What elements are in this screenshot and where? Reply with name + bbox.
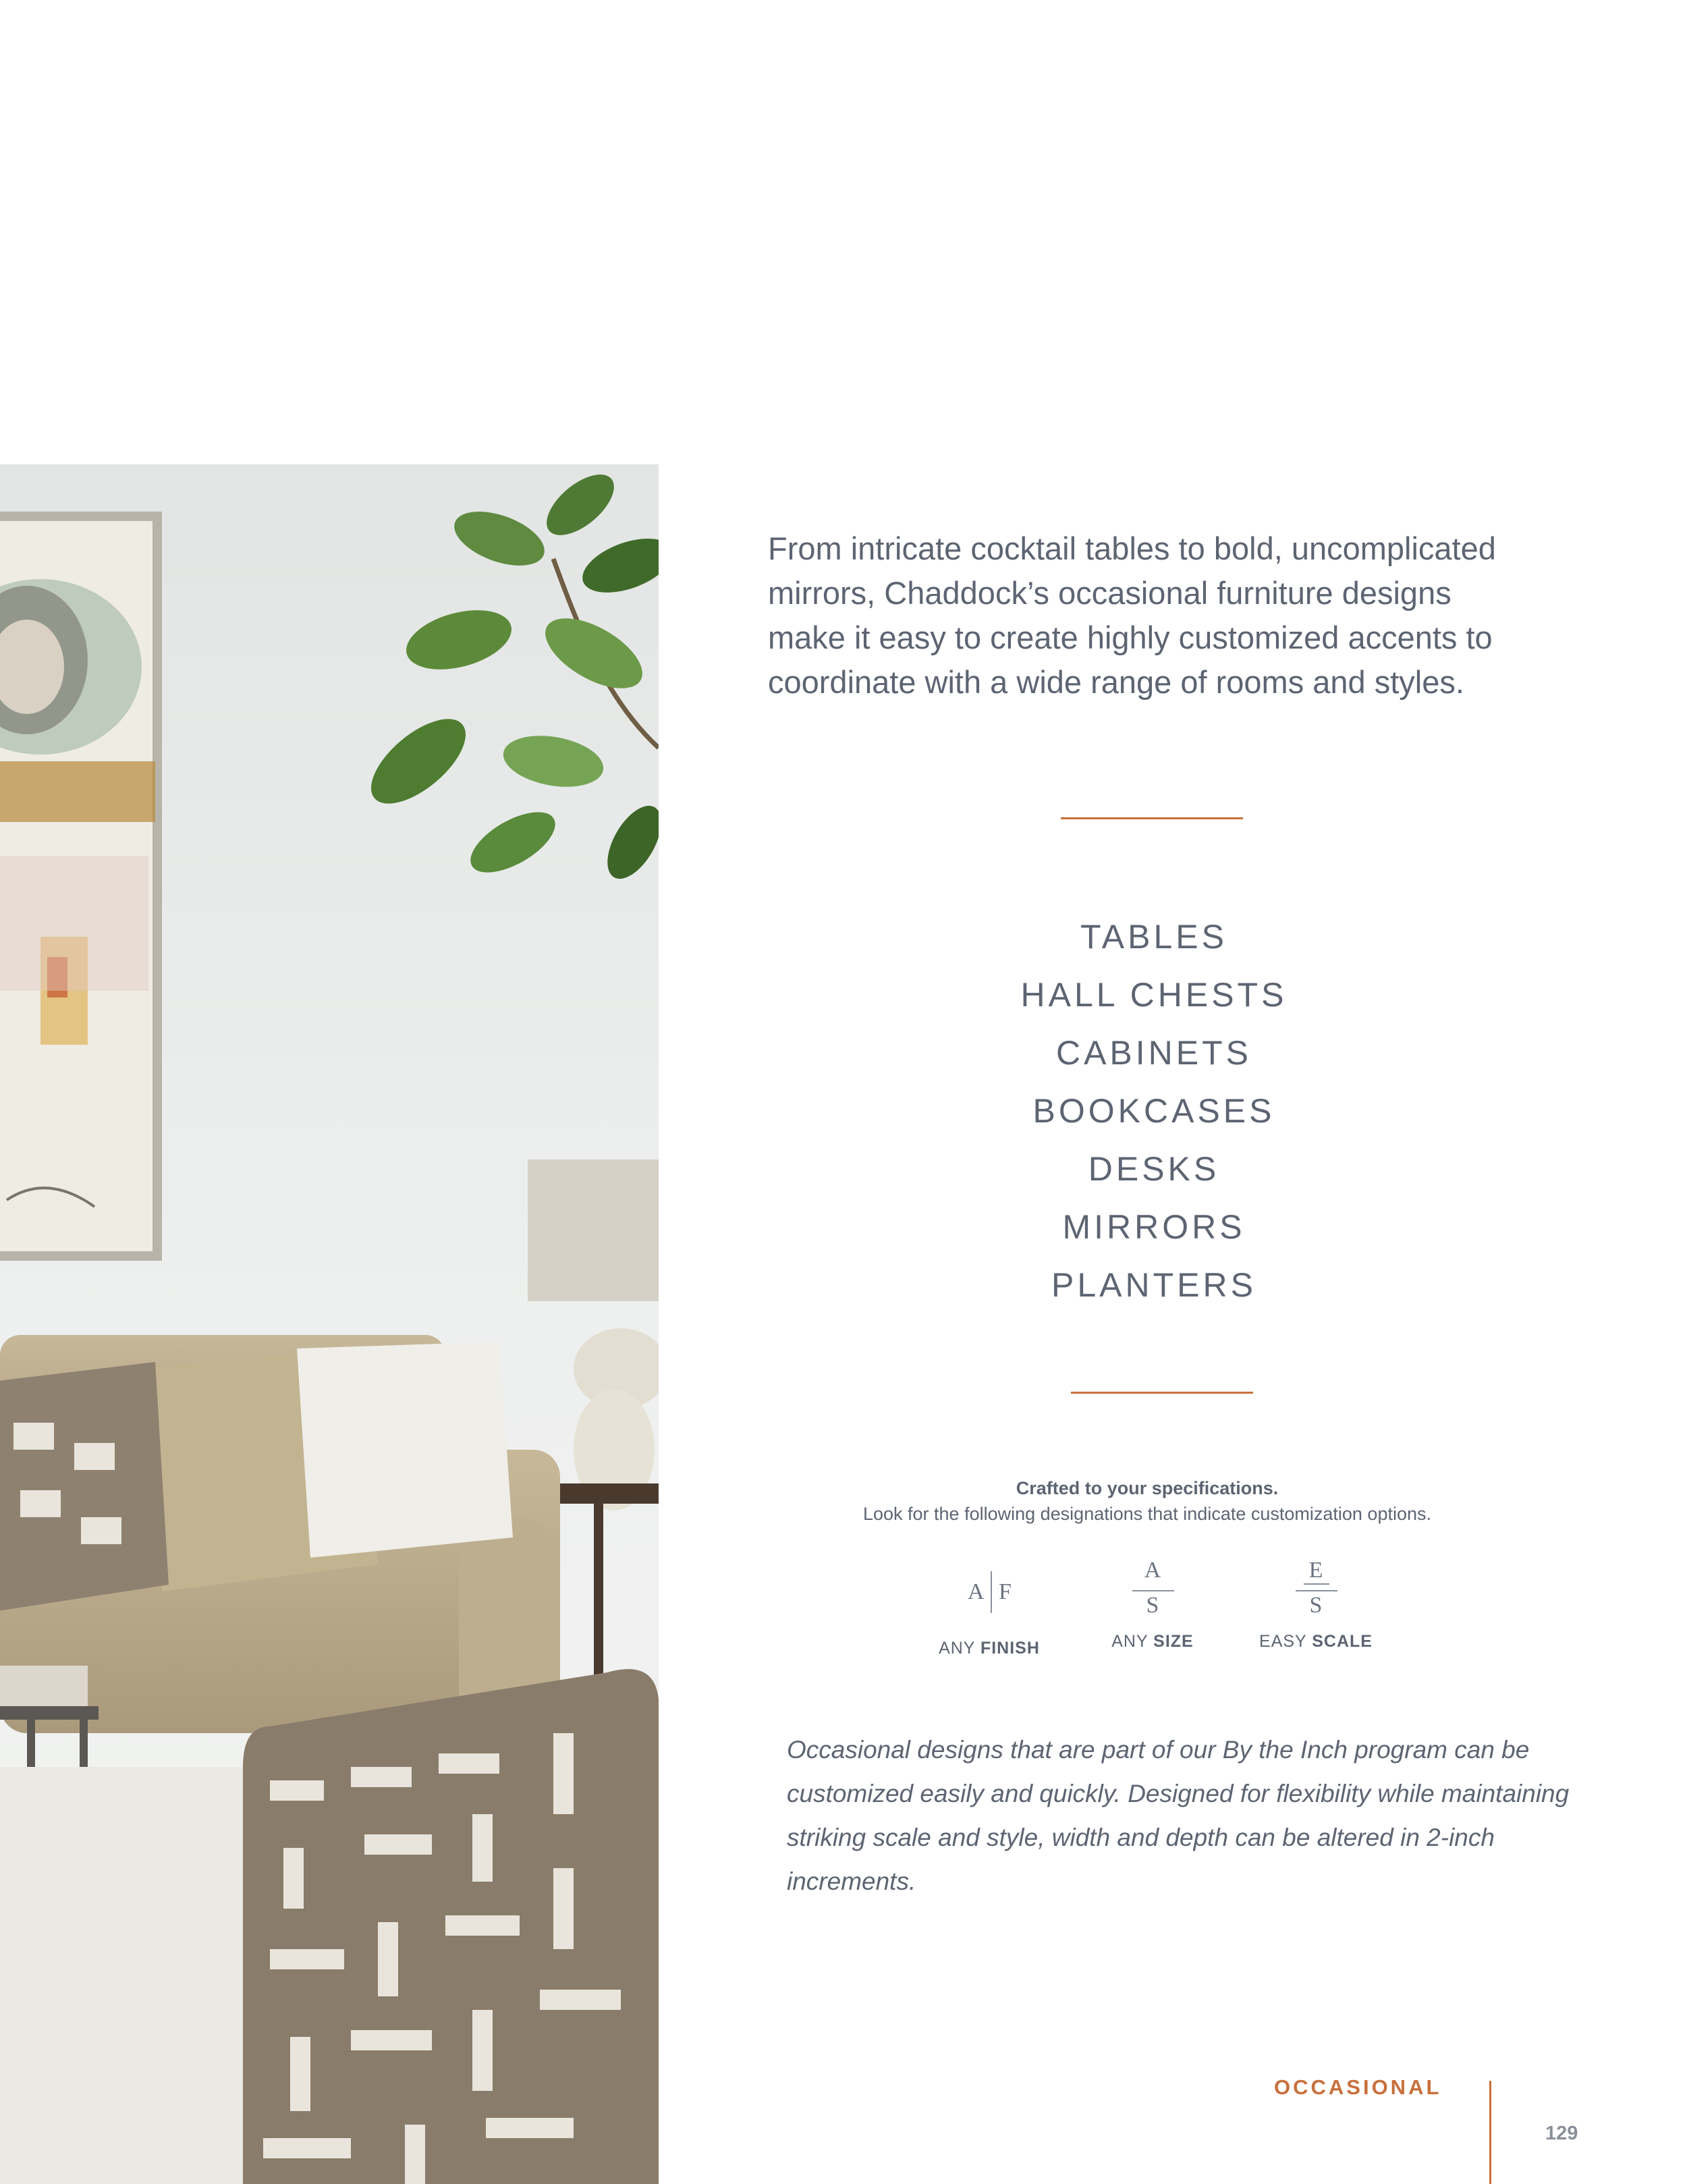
designation-caption: [1228, 1632, 1404, 1651]
designation-caption: [902, 1639, 1077, 1658]
category-item-mirrors: MIRRORS: [1062, 1208, 1246, 1246]
symbol-letter: A: [1144, 1558, 1161, 1583]
symbol-letter: S: [1309, 1593, 1323, 1618]
designation-easy-scale: [1228, 1558, 1404, 1651]
caption-label: FINISH: [980, 1639, 1040, 1658]
category-item-tables: TABLES: [1080, 918, 1228, 956]
specifications-heading: Crafted to your specifications.: [1016, 1478, 1279, 1498]
symbol-bar: [1132, 1590, 1174, 1591]
accent-divider-bottom: [1071, 1392, 1253, 1394]
designation-any-finish: [902, 1564, 1077, 1658]
symbol-bar: [991, 1571, 992, 1613]
caption-label: SCALE: [1312, 1632, 1373, 1651]
symbol-letter: A: [968, 1579, 985, 1604]
by-the-inch-note: Occasional designs that are part of our By the Inch program can be customized easily and quickly. Designed for flexibility while maintaining striking scale and style, width and depth can be altered in 2-inch increments.: [787, 1736, 1570, 1895]
category-list: [884, 908, 1424, 1314]
page-number: 129: [1545, 2123, 1578, 2144]
easy-scale-icon: [1228, 1558, 1404, 1625]
specifications-subheading: Look for the following designations that indicate customization options.: [862, 1504, 1431, 1524]
category-item-desks: DESKS: [1088, 1150, 1220, 1188]
any-finish-icon: [902, 1564, 1077, 1632]
room-photo: [0, 464, 659, 2184]
caption-prefix: ANY: [1111, 1632, 1149, 1651]
category-item-hall-chests: HALL CHESTS: [1020, 976, 1288, 1014]
caption-prefix: ANY: [939, 1639, 976, 1658]
caption-label: SIZE: [1153, 1632, 1194, 1651]
symbol-letter: E: [1308, 1558, 1323, 1583]
designation-caption: [1065, 1632, 1240, 1651]
intro-paragraph: From intricate cocktail tables to bold, uncomplicated mirrors, Chaddock’s occasional furniture designs make it easy to create highly customized accents to coordinate with a wide range of rooms and styles.: [768, 530, 1496, 700]
category-item-cabinets: CABINETS: [1055, 1034, 1252, 1072]
category-item-planters: PLANTERS: [1051, 1266, 1256, 1304]
designation-any-size: [1065, 1558, 1240, 1651]
accent-divider-top: [1061, 817, 1243, 819]
painting: [0, 512, 162, 1261]
section-label: OCCASIONAL: [1274, 2075, 1442, 2099]
any-size-icon: [1065, 1558, 1240, 1625]
armchair: [243, 1669, 659, 2184]
category-item-bookcases: BOOKCASES: [1032, 1092, 1275, 1130]
caption-prefix: EASY: [1259, 1632, 1307, 1651]
symbol-letter: S: [1146, 1593, 1159, 1618]
symbol-bar: [1304, 1583, 1329, 1585]
footer-divider: [1489, 2081, 1491, 2184]
symbol-bar: [1296, 1590, 1337, 1591]
symbol-letter: F: [999, 1579, 1012, 1604]
